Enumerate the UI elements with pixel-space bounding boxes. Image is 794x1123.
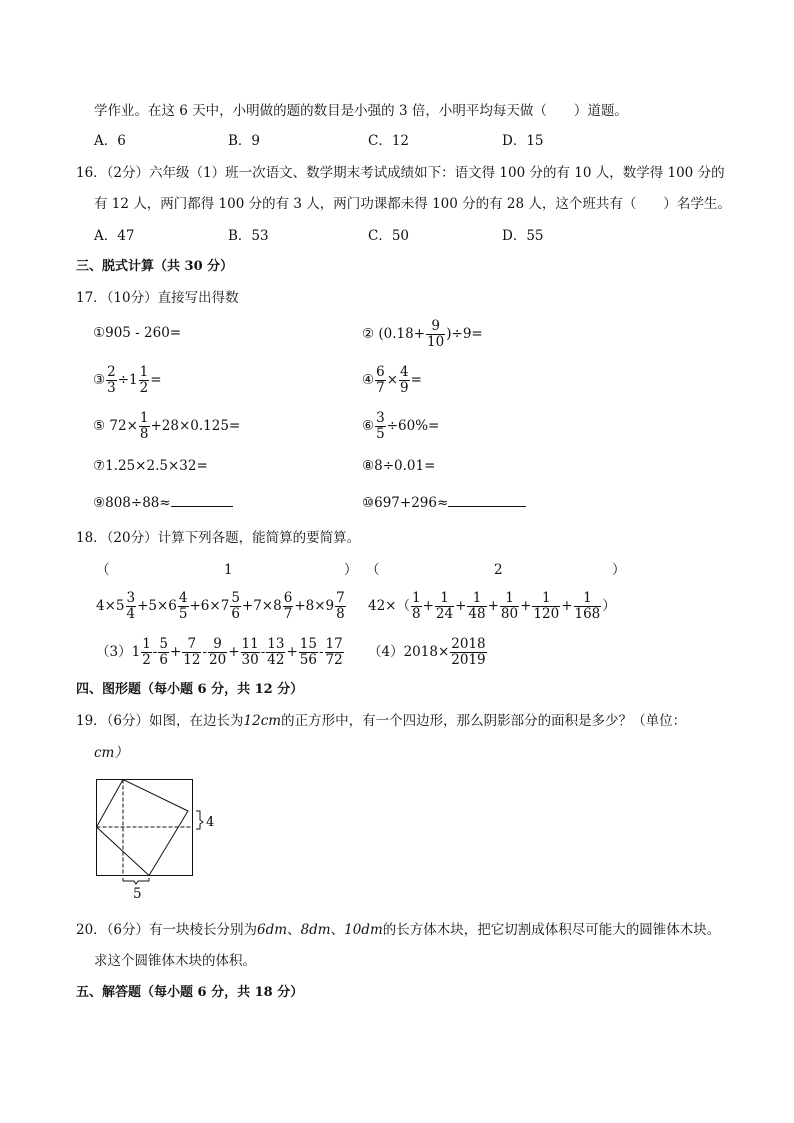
denominator: 7 (376, 380, 385, 396)
circled-number-7: ⑦ (93, 458, 106, 474)
q17-item-5-post: +28×0.125= (150, 418, 241, 434)
fraction (230, 589, 241, 622)
term: +7×8 (241, 598, 282, 614)
equals: = (410, 372, 422, 388)
fraction (139, 409, 150, 442)
denominator: 5 (376, 426, 385, 442)
numerator: 1 (500, 592, 519, 608)
separator: 、 (287, 922, 301, 938)
q17-item-1 (93, 323, 181, 343)
numerator: 1 (574, 592, 602, 608)
denominator: 80 (500, 606, 519, 622)
denominator: 168 (574, 606, 601, 622)
q17-item-8 (362, 456, 435, 476)
q18-number-2: 2 (494, 562, 503, 578)
q17-item-3 (93, 360, 162, 400)
fraction (241, 635, 260, 668)
section-4-heading: 四、图形题（每小题 6 分，共 12 分） (76, 682, 304, 697)
numerator: 1 (139, 409, 149, 426)
operator: ÷1 (117, 372, 138, 388)
q17-item-8-expr: 8÷0.01= (374, 458, 436, 474)
square-figure (90, 774, 230, 886)
q16-option-d: D．55 (502, 228, 544, 244)
q17-item-2 (362, 314, 483, 354)
fraction (299, 635, 318, 668)
term: +8×9 (294, 598, 335, 614)
q17-item-10-expr: 697+296≈ (374, 495, 449, 511)
q20-dim-a: 6dm (257, 922, 288, 938)
numerator: 9 (208, 638, 227, 654)
q20-dim-c: 10dm (344, 922, 383, 938)
denominator: 56 (299, 652, 317, 668)
fraction (375, 409, 386, 442)
numerator: 15 (299, 635, 317, 652)
numerator: 1 (435, 592, 454, 608)
numerator: 13 (267, 635, 285, 652)
operator: + (561, 598, 573, 614)
q16-line-2: 有 12 人，两门都得 100 分的有 3 人，两门功课都未得 100 分的有 28 人，这个班共有（ ）名学生。 (94, 196, 731, 212)
q19-text-b: 的正方形中，有一个四边形，那么阴影部分的面积是多少？（单位： (281, 713, 687, 729)
q17-item-6-post: ÷60%= (386, 418, 440, 434)
q17-item-5 (93, 406, 240, 446)
q16-line-1: 16．（2分）六年级（1）班一次语文、数学期末考试成绩如下：语文得 100 分的有 10 人，数学得 100 分的 (76, 165, 725, 181)
fraction (283, 589, 294, 622)
denominator: 48 (468, 606, 486, 622)
fraction (139, 363, 150, 396)
operator: + (169, 644, 182, 660)
q19-unit: cm） (94, 745, 128, 761)
fraction (325, 635, 344, 668)
denominator: 10 (427, 334, 445, 350)
q18-expression-3 (96, 632, 345, 672)
circled-number-2: ② (362, 326, 375, 342)
fraction (375, 363, 386, 396)
q15-option-b: B．9 (228, 133, 261, 149)
q18-expression-1 (96, 586, 347, 626)
q17-item-2-post: )÷9= (446, 326, 483, 342)
numerator: 1 (467, 592, 486, 608)
q20-line-2: 求这个圆锥体木块的体积。 (94, 953, 256, 969)
q17-item-7 (93, 456, 208, 476)
q17-item-7-expr: 1.25×2.5×32= (105, 458, 208, 474)
q15-option-a: A．6 (94, 133, 126, 149)
q17-item-9-expr: 808÷88≈ (105, 495, 171, 511)
operator: + (520, 598, 532, 614)
q17-item-5-pre: 72× (109, 418, 138, 434)
fraction (532, 589, 560, 622)
numerator: 1 (139, 363, 149, 380)
denominator: 8 (412, 606, 421, 622)
term: ） (602, 598, 616, 614)
q17-title: 17．（10分）直接写出得数 (76, 290, 239, 306)
item-label: （3） (96, 644, 132, 660)
circled-number-8: ⑧ (362, 458, 375, 474)
operator: + (487, 598, 499, 614)
q20-text-a: 20．（6分）有一块棱长分别为 (76, 922, 258, 938)
numerator: 4 (400, 363, 409, 380)
denominator: 2 (142, 652, 151, 668)
section-3-heading: 三、脱式计算（共 30 分） (76, 259, 234, 274)
numerator: 7 (336, 589, 345, 606)
operator: + (286, 644, 298, 660)
numerator: 9 (426, 320, 445, 336)
numerator: 7 (182, 638, 201, 654)
q19-side-length: 12cm (243, 713, 282, 729)
q17-item-10 (362, 493, 526, 513)
denominator: 6 (159, 652, 168, 668)
numerator: 1 (142, 635, 151, 652)
fraction (141, 635, 152, 668)
denominator: 120 (533, 606, 560, 622)
q18-paren-1-close: ） (344, 562, 358, 578)
q15-continuation: 学作业。在这 6 天中，小明做的题的数目是小强的 3 倍，小明平均每天做（ ）道题。 (94, 103, 628, 119)
fraction (426, 317, 445, 350)
numerator: 5 (231, 589, 240, 606)
separator: 、 (330, 922, 345, 938)
operator: - (152, 644, 158, 660)
fraction (335, 589, 346, 622)
q15-option-c: C．12 (368, 133, 410, 149)
numerator: 2 (107, 363, 116, 380)
fraction (574, 589, 602, 622)
fraction (178, 589, 189, 622)
numerator: 4 (178, 589, 188, 606)
denominator: 24 (435, 606, 454, 622)
denominator: 9 (400, 380, 409, 396)
denominator: 3 (107, 380, 116, 396)
numerator: 11 (241, 635, 259, 652)
numerator: 3 (376, 409, 385, 426)
brace-right (196, 811, 203, 829)
fraction (106, 363, 117, 396)
denominator: 30 (241, 652, 259, 668)
q17-item-2-pre: (0.18+ (378, 326, 426, 342)
circled-number-6: ⑥ (362, 418, 375, 434)
q18-title: 18．（20分）计算下列各题，能简算的要简算。 (76, 530, 361, 546)
numerator: 1 (412, 589, 421, 606)
fraction (435, 589, 454, 622)
numerator: 5 (159, 635, 168, 652)
operator: - (260, 644, 266, 660)
fraction (158, 635, 169, 668)
q17-item-1-expr: 905 - 260= (105, 325, 182, 341)
operator: + (455, 598, 467, 614)
fraction (399, 363, 410, 396)
denominator: 72 (325, 652, 343, 668)
section-5-heading: 五、解答题（每小题 6 分，共 18 分） (76, 985, 304, 1000)
fraction (208, 635, 227, 668)
equals: = (150, 372, 162, 388)
q17-item-9 (93, 493, 233, 513)
answer-blank (448, 506, 526, 507)
numerator: 1 (532, 592, 560, 608)
operator: + (422, 598, 434, 614)
circled-number-10: ⑩ (362, 495, 375, 511)
denominator: 6 (231, 606, 240, 622)
term: 42×（ (368, 598, 410, 614)
fraction (266, 635, 285, 668)
q19-text-a: 19．（6分）如图，在边长为 (76, 713, 244, 729)
numerator: 17 (325, 635, 343, 652)
q20-line-1 (76, 920, 720, 940)
q18-paren-2-open: （ (366, 562, 380, 578)
circled-number-1: ① (93, 325, 106, 341)
q16-option-b: B．53 (228, 228, 269, 244)
operator: - (318, 644, 324, 660)
term: +5×6 (137, 598, 177, 614)
label-4: 4 (206, 815, 215, 830)
q18-expression-2 (368, 586, 616, 626)
operator: - (202, 644, 207, 660)
operator: + (228, 644, 240, 660)
q16-option-a: A．47 (94, 228, 135, 244)
circled-number-3: ③ (93, 372, 106, 388)
q15-option-d: D．15 (502, 133, 544, 149)
term: +6×7 (189, 598, 230, 614)
numerator: 3 (126, 589, 136, 606)
operator: × (386, 372, 399, 388)
item-label: （4） (368, 644, 404, 660)
denominator: 7 (283, 606, 293, 622)
term: 2018× (403, 644, 450, 660)
circled-number-4: ④ (362, 372, 375, 388)
denominator: 2019 (451, 652, 486, 668)
fraction (126, 589, 137, 622)
denominator: 42 (267, 652, 285, 668)
numerator: 6 (376, 363, 385, 380)
fraction (182, 635, 201, 668)
denominator: 8 (139, 426, 149, 442)
q17-item-4 (362, 360, 422, 400)
fraction (411, 589, 422, 622)
denominator: 20 (209, 652, 227, 668)
q18-number-1: 1 (224, 562, 233, 578)
denominator: 12 (183, 652, 201, 668)
q18-expression-4 (368, 632, 488, 672)
answer-blank (171, 506, 233, 507)
q18-paren-1-open: （ (96, 562, 110, 578)
denominator: 5 (178, 606, 188, 622)
fraction (467, 589, 486, 622)
term: 4×5 (96, 598, 125, 614)
whole-number: 1 (131, 644, 141, 660)
denominator: 8 (336, 606, 345, 622)
q17-item-6 (362, 406, 439, 446)
denominator: 2 (139, 380, 149, 396)
fraction (450, 635, 486, 668)
denominator: 4 (126, 606, 136, 622)
q20-dim-b: 8dm (300, 922, 331, 938)
q18-paren-2-close: ） (612, 562, 626, 578)
numerator: 6 (283, 589, 293, 606)
fraction (500, 589, 519, 622)
circled-number-5: ⑤ (93, 418, 106, 434)
label-5: 5 (133, 886, 142, 902)
q19-line-1 (76, 711, 686, 731)
q20-text-b: 的长方体木块，把它切割成体积尽可能大的圆锥体木块。 (382, 922, 721, 938)
circled-number-9: ⑨ (93, 495, 106, 511)
numerator: 2018 (451, 635, 486, 652)
q16-option-c: C．50 (368, 228, 410, 244)
